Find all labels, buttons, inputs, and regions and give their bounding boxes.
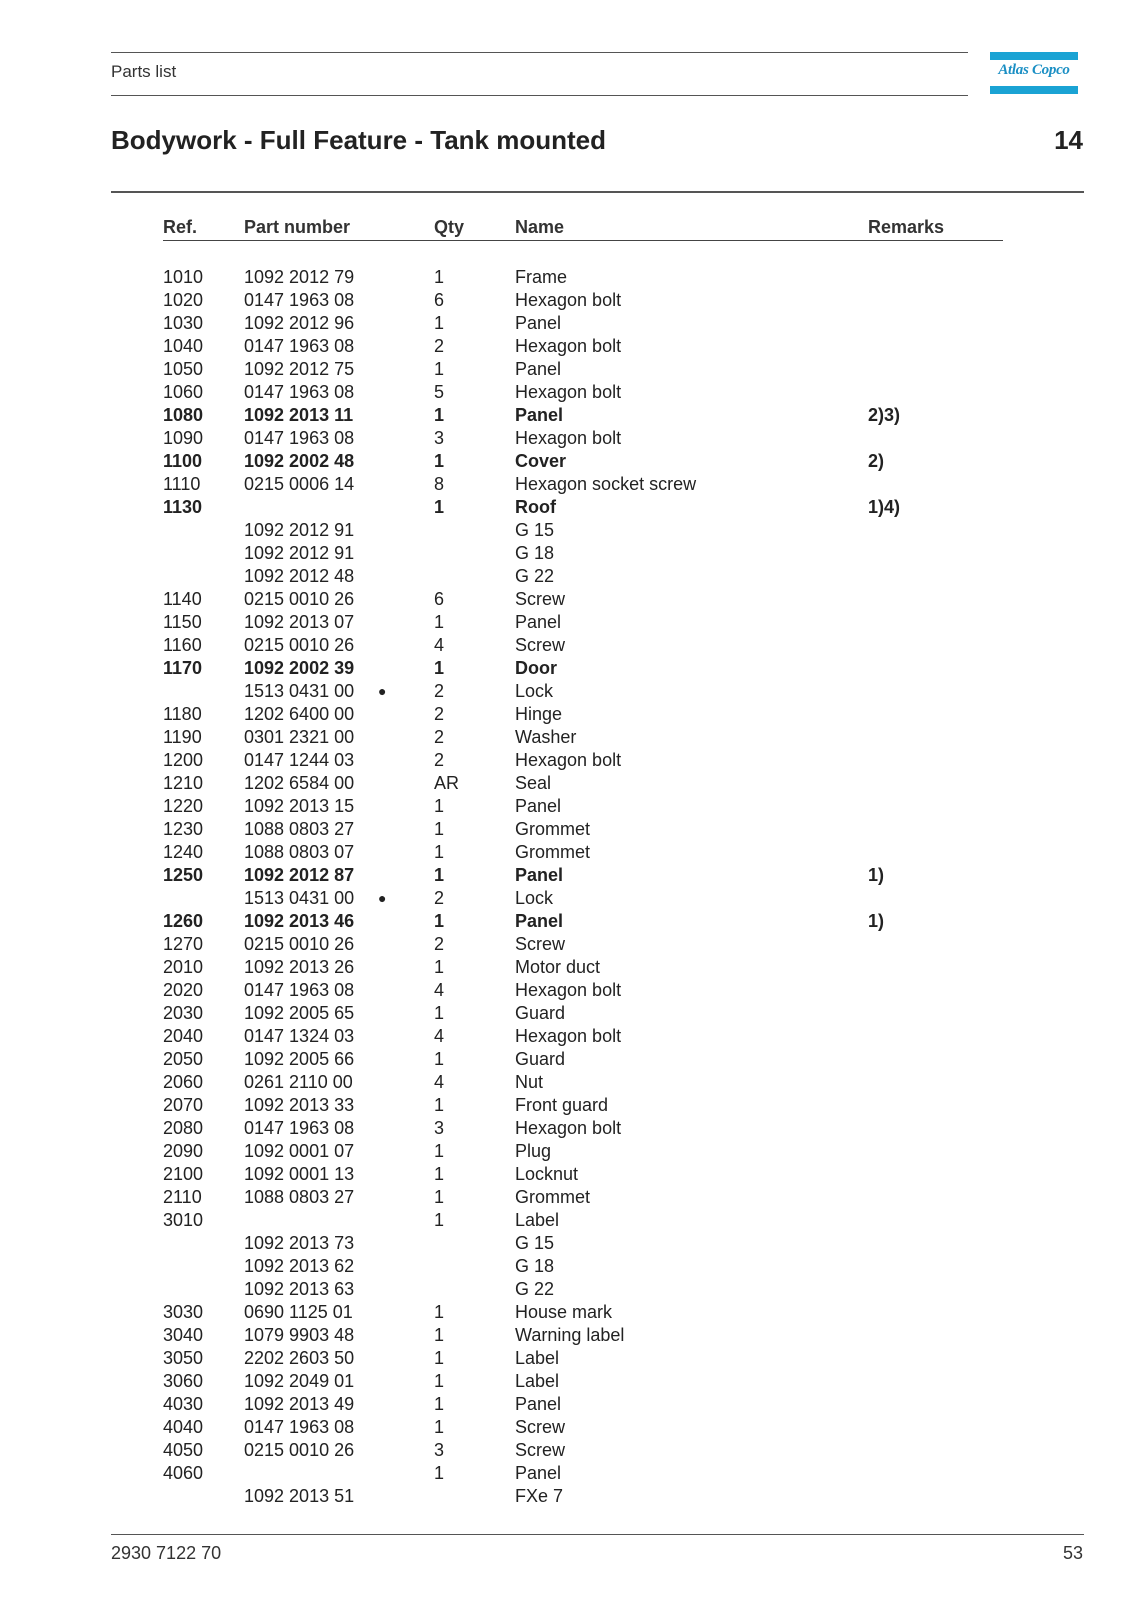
qty-cell: 6: [434, 290, 445, 310]
table-row: [0, 864, 1131, 887]
name-cell: Lock: [515, 888, 554, 908]
part-number-cell: 1092 2013 07: [244, 612, 355, 632]
qty-cell: AR: [434, 773, 460, 793]
qty-cell: 1: [434, 359, 445, 379]
qty-cell: 1: [434, 1302, 445, 1322]
table-row: [0, 1485, 1131, 1508]
qty-cell: 1: [434, 1095, 445, 1115]
table-row: [0, 795, 1131, 818]
ref-cell: 1140: [163, 589, 202, 609]
table-row: [0, 1393, 1131, 1416]
name-cell: G 18: [515, 543, 555, 563]
part-number-cell: 1202 6400 00: [244, 704, 355, 724]
part-number-cell: 0215 0010 26: [244, 934, 355, 954]
table-row: [0, 519, 1131, 542]
part-number-cell: 0215 0010 26: [244, 1440, 355, 1460]
part-number-cell: 0690 1125 01: [244, 1302, 353, 1322]
name-cell: Guard: [515, 1003, 566, 1023]
ref-cell: 3010: [163, 1210, 204, 1230]
ref-cell: 1080: [163, 405, 204, 425]
table-header-rule: [163, 240, 1003, 241]
table-row: [0, 1416, 1131, 1439]
ref-cell: 3030: [163, 1302, 204, 1322]
name-cell: Panel: [515, 612, 562, 632]
part-number-cell: 1092 2013 62: [244, 1256, 355, 1276]
part-number-cell: 1092 2013 73: [244, 1233, 355, 1253]
name-cell: Frame: [515, 267, 568, 287]
page-title: Bodywork - Full Feature - Tank mounted: [111, 125, 606, 155]
name-cell: G 22: [515, 566, 555, 586]
name-cell: Label: [515, 1348, 560, 1368]
qty-cell: 6: [434, 589, 445, 609]
part-number-cell: 1513 0431 00: [244, 888, 355, 908]
qty-cell: 2: [434, 336, 445, 356]
name-cell: G 18: [515, 1256, 555, 1276]
ref-cell: 2090: [163, 1141, 204, 1161]
qty-cell: 4: [434, 1072, 445, 1092]
qty-cell: 4: [434, 980, 445, 1000]
remarks-cell: 1): [868, 865, 885, 885]
name-cell: Hinge: [515, 704, 563, 724]
ref-cell: 2070: [163, 1095, 204, 1115]
remarks-cell: 2): [868, 451, 885, 471]
ref-cell: 1170: [163, 658, 203, 678]
part-number-cell: 1202 6584 00: [244, 773, 355, 793]
document-number: 2930 7122 70: [111, 1543, 222, 1563]
part-number-cell: 1092 2012 75: [244, 359, 355, 379]
table-row: [0, 611, 1131, 634]
header-bottom-rule: [111, 95, 968, 96]
part-number-cell: 1092 2013 15: [244, 796, 355, 816]
logo-text: Atlas Copco: [998, 62, 1070, 78]
table-row: [0, 634, 1131, 657]
ref-cell: 1160: [163, 635, 202, 655]
ref-cell: 2030: [163, 1003, 204, 1023]
name-cell: Front guard: [515, 1095, 609, 1115]
table-row: [0, 1117, 1131, 1140]
name-cell: Hexagon bolt: [515, 428, 622, 448]
qty-cell: 1: [434, 796, 445, 816]
table-row: [0, 1347, 1131, 1370]
table-row: [0, 1071, 1131, 1094]
table-row: [0, 1278, 1131, 1301]
table-row: [0, 404, 1131, 427]
ref-cell: 1210: [163, 773, 204, 793]
table-row: [0, 841, 1131, 864]
table-row: [0, 542, 1131, 565]
page-number: 53: [1062, 1543, 1083, 1563]
qty-cell: 1: [434, 267, 445, 287]
qty-cell: 1: [434, 865, 445, 885]
table-row: [0, 335, 1131, 358]
name-cell: G 22: [515, 1279, 555, 1299]
ref-cell: 1020: [163, 290, 204, 310]
part-number-cell: 1092 2013 46: [244, 911, 355, 931]
name-cell: Washer: [515, 727, 577, 747]
part-number-cell: 2202 2603 50: [244, 1348, 355, 1368]
ref-cell: 1220: [163, 796, 204, 816]
table-row: [0, 1324, 1131, 1347]
table-row: [0, 1301, 1131, 1324]
footer-rule: [111, 1534, 1084, 1535]
part-number-cell: 1088 0803 07: [244, 842, 355, 862]
name-cell: Panel: [515, 911, 564, 931]
table-row: [0, 910, 1131, 933]
name-cell: Screw: [515, 635, 566, 655]
ref-cell: 1190: [163, 727, 202, 747]
remarks-cell: 2)3): [868, 405, 901, 425]
part-number-cell: 1092 2013 51: [244, 1486, 355, 1506]
part-number-cell: 1088 0803 27: [244, 1187, 355, 1207]
part-number-cell: 1092 2013 33: [244, 1095, 355, 1115]
remarks-cell: 1)4): [868, 497, 901, 517]
qty-cell: 2: [434, 681, 445, 701]
qty-cell: 1: [434, 658, 445, 678]
ref-cell: 1130: [163, 497, 203, 517]
ref-cell: 2020: [163, 980, 204, 1000]
name-cell: Roof: [515, 497, 556, 517]
ref-cell: 1230: [163, 819, 204, 839]
ref-cell: 4030: [163, 1394, 204, 1414]
qty-cell: 2: [434, 888, 445, 908]
table-row: [0, 289, 1131, 312]
name-cell: Cover: [515, 451, 567, 471]
ref-cell: 2080: [163, 1118, 204, 1138]
part-number-cell: 0147 1244 03: [244, 750, 355, 770]
table-row: [0, 358, 1131, 381]
table-row: [0, 1002, 1131, 1025]
name-cell: Guard: [515, 1049, 566, 1069]
qty-cell: 1: [434, 405, 445, 425]
qty-cell: 1: [434, 1325, 445, 1345]
name-cell: Hexagon bolt: [515, 980, 622, 1000]
qty-cell: 1: [434, 1394, 445, 1414]
remarks-cell: 1): [868, 911, 885, 931]
qty-cell: 4: [434, 1026, 445, 1046]
name-cell: Plug: [515, 1141, 552, 1161]
qty-cell: 1: [434, 612, 445, 632]
table-row: [0, 680, 1131, 703]
table-row: [0, 312, 1131, 335]
part-number-cell: 1513 0431 00: [244, 681, 355, 701]
ref-cell: 2010: [163, 957, 204, 977]
table-row: [0, 726, 1131, 749]
name-cell: Hexagon bolt: [515, 1118, 622, 1138]
part-number-cell: 1092 0001 07: [244, 1141, 355, 1161]
name-cell: FXe 7: [515, 1486, 564, 1506]
table-row: [0, 1163, 1131, 1186]
table-row: [0, 473, 1131, 496]
qty-cell: 1: [434, 1187, 445, 1207]
atlas-copco-logo: [990, 52, 1078, 94]
name-cell: Panel: [515, 796, 562, 816]
name-cell: Screw: [515, 589, 566, 609]
qty-cell: 1: [434, 957, 445, 977]
part-number-cell: 0215 0006 14: [244, 474, 355, 494]
qty-cell: 1: [434, 1348, 445, 1368]
table-row: [0, 381, 1131, 404]
table-row: [0, 818, 1131, 841]
name-cell: Panel: [515, 1463, 562, 1483]
part-number-cell: 1092 2012 48: [244, 566, 355, 586]
part-number-cell: 0147 1963 08: [244, 336, 355, 356]
table-row: [0, 1462, 1131, 1485]
table-row: [0, 1232, 1131, 1255]
part-number-cell: 0147 1963 08: [244, 1118, 355, 1138]
part-number-cell: 1092 2012 87: [244, 865, 355, 885]
name-cell: Hexagon bolt: [515, 290, 622, 310]
part-number-cell: 0301 2321 00: [244, 727, 355, 747]
table-row: [0, 1209, 1131, 1232]
table-row: [0, 1439, 1131, 1462]
qty-cell: 8: [434, 474, 445, 494]
table-row: [0, 1370, 1131, 1393]
ref-cell: 1240: [163, 842, 204, 862]
part-number-cell: 0215 0010 26: [244, 589, 355, 609]
table-row: [0, 1094, 1131, 1117]
part-number-cell: 1092 0001 13: [244, 1164, 355, 1184]
table-row: [0, 266, 1131, 289]
qty-cell: 3: [434, 428, 445, 448]
table-row: [0, 749, 1131, 772]
table-row: [0, 1186, 1131, 1209]
qty-cell: 5: [434, 382, 445, 402]
column-header-part-number: Part number: [244, 217, 351, 237]
table-row: [0, 565, 1131, 588]
ref-cell: 2100: [163, 1164, 204, 1184]
part-number-cell: 1092 2013 63: [244, 1279, 355, 1299]
name-cell: Grommet: [515, 819, 591, 839]
table-row: [0, 427, 1131, 450]
name-cell: Panel: [515, 313, 562, 333]
part-number-cell: 1092 2012 91: [244, 520, 355, 540]
qty-cell: 1: [434, 1164, 445, 1184]
qty-cell: 3: [434, 1118, 445, 1138]
part-number-cell: 1092 2005 66: [244, 1049, 355, 1069]
parts-table: [0, 266, 1131, 1508]
name-cell: Panel: [515, 1394, 562, 1414]
name-cell: House mark: [515, 1302, 613, 1322]
ref-cell: 3040: [163, 1325, 204, 1345]
part-number-cell: 1092 2013 26: [244, 957, 355, 977]
ref-cell: 1260: [163, 911, 204, 931]
ref-cell: 1250: [163, 865, 204, 885]
ref-cell: 4050: [163, 1440, 204, 1460]
name-cell: Locknut: [515, 1164, 579, 1184]
table-row: [0, 1140, 1131, 1163]
table-row: [0, 979, 1131, 1002]
part-number-cell: 1092 2012 79: [244, 267, 355, 287]
ref-cell: 2110: [163, 1187, 202, 1207]
qty-cell: 2: [434, 934, 445, 954]
name-cell: G 15: [515, 1233, 555, 1253]
column-header-remarks: Remarks: [868, 217, 945, 237]
name-cell: Screw: [515, 1440, 566, 1460]
name-cell: Hexagon socket screw: [515, 474, 697, 494]
part-number-cell: 1079 9903 48: [244, 1325, 355, 1345]
column-header-name: Name: [515, 217, 565, 237]
ref-cell: 2040: [163, 1026, 204, 1046]
qty-cell: 1: [434, 1417, 445, 1437]
ref-cell: 1100: [163, 451, 203, 471]
part-number-cell: 0147 1324 03: [244, 1026, 355, 1046]
part-number-cell: 1092 2049 01: [244, 1371, 355, 1391]
part-number-cell: 0147 1963 08: [244, 1417, 355, 1437]
ref-cell: 1150: [163, 612, 202, 632]
column-header-ref: Ref.: [163, 217, 198, 237]
name-cell: Warning label: [515, 1325, 625, 1345]
table-row: [0, 772, 1131, 795]
name-cell: Door: [515, 658, 557, 678]
ref-cell: 2060: [163, 1072, 204, 1092]
name-cell: Panel: [515, 405, 564, 425]
ref-cell: 1090: [163, 428, 204, 448]
ref-cell: 3050: [163, 1348, 204, 1368]
part-number-cell: 1092 2012 91: [244, 543, 355, 563]
section-number: 14: [1054, 125, 1083, 155]
qty-cell: 1: [434, 451, 445, 471]
ref-cell: 3060: [163, 1371, 204, 1391]
table-row: [0, 956, 1131, 979]
ref-cell: 1010: [163, 267, 204, 287]
ref-cell: 1030: [163, 313, 204, 333]
name-cell: Hexagon bolt: [515, 336, 622, 356]
part-number-cell: 0147 1963 08: [244, 290, 355, 310]
qty-cell: 1: [434, 819, 445, 839]
ref-cell: 1200: [163, 750, 204, 770]
qty-cell: 1: [434, 1141, 445, 1161]
qty-cell: 1: [434, 1003, 445, 1023]
qty-cell: 1: [434, 1463, 445, 1483]
qty-cell: 3: [434, 1440, 445, 1460]
name-cell: Lock: [515, 681, 554, 701]
ref-cell: 1040: [163, 336, 204, 356]
table-row: [0, 703, 1131, 726]
part-number-cell: 1092 2013 11: [244, 405, 354, 425]
name-cell: Hexagon bolt: [515, 750, 622, 770]
table-row: [0, 1255, 1131, 1278]
part-number-cell: 1092 2013 49: [244, 1394, 355, 1414]
part-number-cell: 1088 0803 27: [244, 819, 355, 839]
ref-cell: 1050: [163, 359, 204, 379]
part-number-cell: 0147 1963 08: [244, 382, 355, 402]
part-number-cell: 0147 1963 08: [244, 428, 355, 448]
logo-top-bar: [990, 52, 1078, 60]
header-section-label: Parts list: [111, 62, 177, 81]
table-row: [0, 1025, 1131, 1048]
qty-cell: 2: [434, 727, 445, 747]
part-number-cell: 1092 2012 96: [244, 313, 355, 333]
qty-cell: 1: [434, 497, 445, 517]
name-cell: Nut: [515, 1072, 544, 1092]
name-cell: Panel: [515, 359, 562, 379]
part-number-cell: 0215 0010 26: [244, 635, 355, 655]
logo-bottom-bar: [990, 86, 1078, 94]
spare-part-bullet: ●: [378, 890, 387, 906]
name-cell: Screw: [515, 934, 566, 954]
qty-cell: 1: [434, 911, 445, 931]
ref-cell: 4060: [163, 1463, 204, 1483]
qty-cell: 1: [434, 1371, 445, 1391]
ref-cell: 4040: [163, 1417, 204, 1437]
table-row: [0, 657, 1131, 680]
ref-cell: 2050: [163, 1049, 204, 1069]
name-cell: G 15: [515, 520, 555, 540]
ref-cell: 1110: [163, 474, 201, 494]
qty-cell: 2: [434, 750, 445, 770]
name-cell: Panel: [515, 865, 564, 885]
name-cell: Screw: [515, 1417, 566, 1437]
qty-cell: 1: [434, 1049, 445, 1069]
name-cell: Motor duct: [515, 957, 601, 977]
table-row: [0, 887, 1131, 910]
part-number-cell: 1092 2002 39: [244, 658, 355, 678]
qty-cell: 2: [434, 704, 445, 724]
table-row: [0, 450, 1131, 473]
name-cell: Grommet: [515, 1187, 591, 1207]
title-rule: [111, 191, 1084, 193]
part-number-cell: 0147 1963 08: [244, 980, 355, 1000]
name-cell: Label: [515, 1371, 560, 1391]
table-row: [0, 1048, 1131, 1071]
name-cell: Hexagon bolt: [515, 382, 622, 402]
part-number-cell: 1092 2002 48: [244, 451, 355, 471]
qty-cell: 1: [434, 1210, 445, 1230]
column-header-qty: Qty: [434, 217, 465, 237]
qty-cell: 1: [434, 313, 445, 333]
table-row: [0, 588, 1131, 611]
ref-cell: 1060: [163, 382, 204, 402]
part-number-cell: 1092 2005 65: [244, 1003, 355, 1023]
ref-cell: 1270: [163, 934, 204, 954]
name-cell: Hexagon bolt: [515, 1026, 622, 1046]
table-row: [0, 933, 1131, 956]
name-cell: Label: [515, 1210, 560, 1230]
ref-cell: 1180: [163, 704, 202, 724]
name-cell: Seal: [515, 773, 552, 793]
spare-part-bullet: ●: [378, 683, 387, 699]
part-number-cell: 0261 2110 00: [244, 1072, 353, 1092]
qty-cell: 4: [434, 635, 445, 655]
name-cell: Grommet: [515, 842, 591, 862]
header-top-rule: [111, 52, 968, 53]
table-row: [0, 496, 1131, 519]
qty-cell: 1: [434, 842, 445, 862]
